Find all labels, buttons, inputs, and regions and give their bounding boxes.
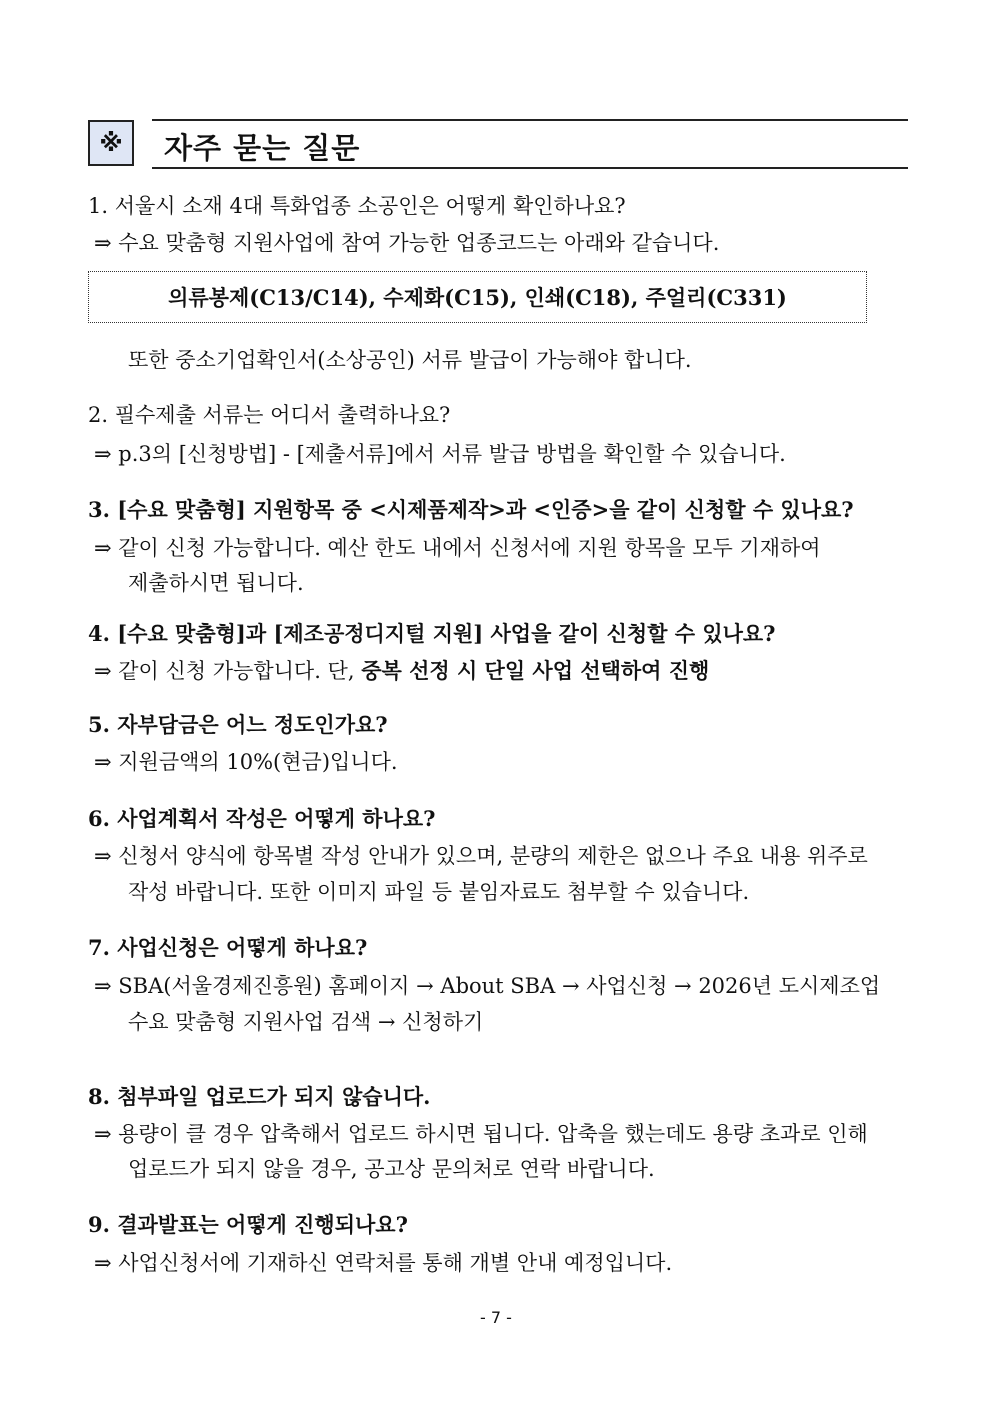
faq-answer-6-line-2: 작성 바랍니다. 또한 이미지 파일 등 붙임자료도 첨부할 수 있습니다. (128, 880, 750, 904)
faq-answer-1-note: 또한 중소기업확인서(소상공인) 서류 발급이 가능해야 합니다. (128, 348, 692, 372)
faq-answer-3-line-2: 제출하시면 됩니다. (128, 571, 304, 595)
faq-question-5: 5. 자부담금은 어느 정도인가요? (88, 712, 388, 737)
faq-answer-9: ⇒ 사업신청서에 기재하신 연락처를 통해 개별 안내 예정입니다. (94, 1251, 673, 1275)
section-header (152, 119, 908, 169)
faq-answer-2: ⇒ p.3의 [신청방법] - [제출서류]에서 서류 발급 방법을 확인할 수 있습니다. (94, 442, 786, 466)
faq-question-9: 9. 결과발표는 어떻게 진행되나요? (88, 1212, 408, 1237)
reference-mark-box (88, 120, 134, 166)
faq-answer-4-emphasis: 중복 선정 시 단일 사업 선택하여 진행 (361, 658, 710, 683)
industry-codes-box: 의류봉제(C13/C14), 수제화(C15), 인쇄(C18), 주얼리(C331) (88, 271, 867, 323)
faq-question-4: 4. [수요 맞춤형]과 [제조공정디지털 지원] 사업을 같이 신청할 수 있나요? (88, 621, 776, 646)
faq-answer-8-line-1: ⇒ 용량이 클 경우 압축해서 업로드 하시면 됩니다. 압축을 했는데도 용량 초과로 인해 (94, 1122, 868, 1146)
faq-answer-7-line-2: 수요 맞춤형 지원사업 검색 → 신청하기 (128, 1010, 484, 1034)
faq-answer-5: ⇒ 지원금액의 10%(현금)입니다. (94, 750, 398, 774)
reference-mark-icon: ※ (99, 129, 123, 157)
faq-answer-8-line-2: 업로드가 되지 않을 경우, 공고상 문의처로 연락 바랍니다. (128, 1157, 655, 1181)
faq-question-6: 6. 사업계획서 작성은 어떻게 하나요? (88, 806, 436, 831)
faq-answer-3-line-1: ⇒ 같이 신청 가능합니다. 예산 한도 내에서 신청서에 지원 항목을 모두 기재하여 (94, 536, 821, 560)
page-title: 자주 묻는 질문 (164, 131, 361, 165)
faq-answer-1: ⇒ 수요 맞춤형 지원사업에 참여 가능한 업종코드는 아래와 같습니다. (94, 231, 720, 255)
faq-answer-7-line-1: ⇒ SBA(서울경제진흥원) 홈페이지 → About SBA → 사업신청 → 2026년 도시제조업 (94, 974, 881, 998)
faq-question-2: 2. 필수제출 서류는 어디서 출력하나요? (88, 403, 451, 427)
page-number: - 7 - (480, 1308, 512, 1327)
faq-question-3: 3. [수요 맞춤형] 지원항목 중 <시제품제작>과 <인증>을 같이 신청할 수 있나요? (88, 497, 854, 522)
faq-question-7: 7. 사업신청은 어떻게 하나요? (88, 935, 368, 960)
faq-answer-4 (94, 656, 709, 686)
faq-question-1: 1. 서울시 소재 4대 특화업종 소공인은 어떻게 확인하나요? (88, 194, 626, 218)
faq-question-8: 8. 첨부파일 업로드가 되지 않습니다. (88, 1084, 431, 1109)
faq-answer-6-line-1: ⇒ 신청서 양식에 항목별 작성 안내가 있으며, 분량의 제한은 없으나 주요 내용 위주로 (94, 844, 868, 868)
faq-answer-4-text: ⇒ 같이 신청 가능합니다. 단, (94, 659, 362, 683)
